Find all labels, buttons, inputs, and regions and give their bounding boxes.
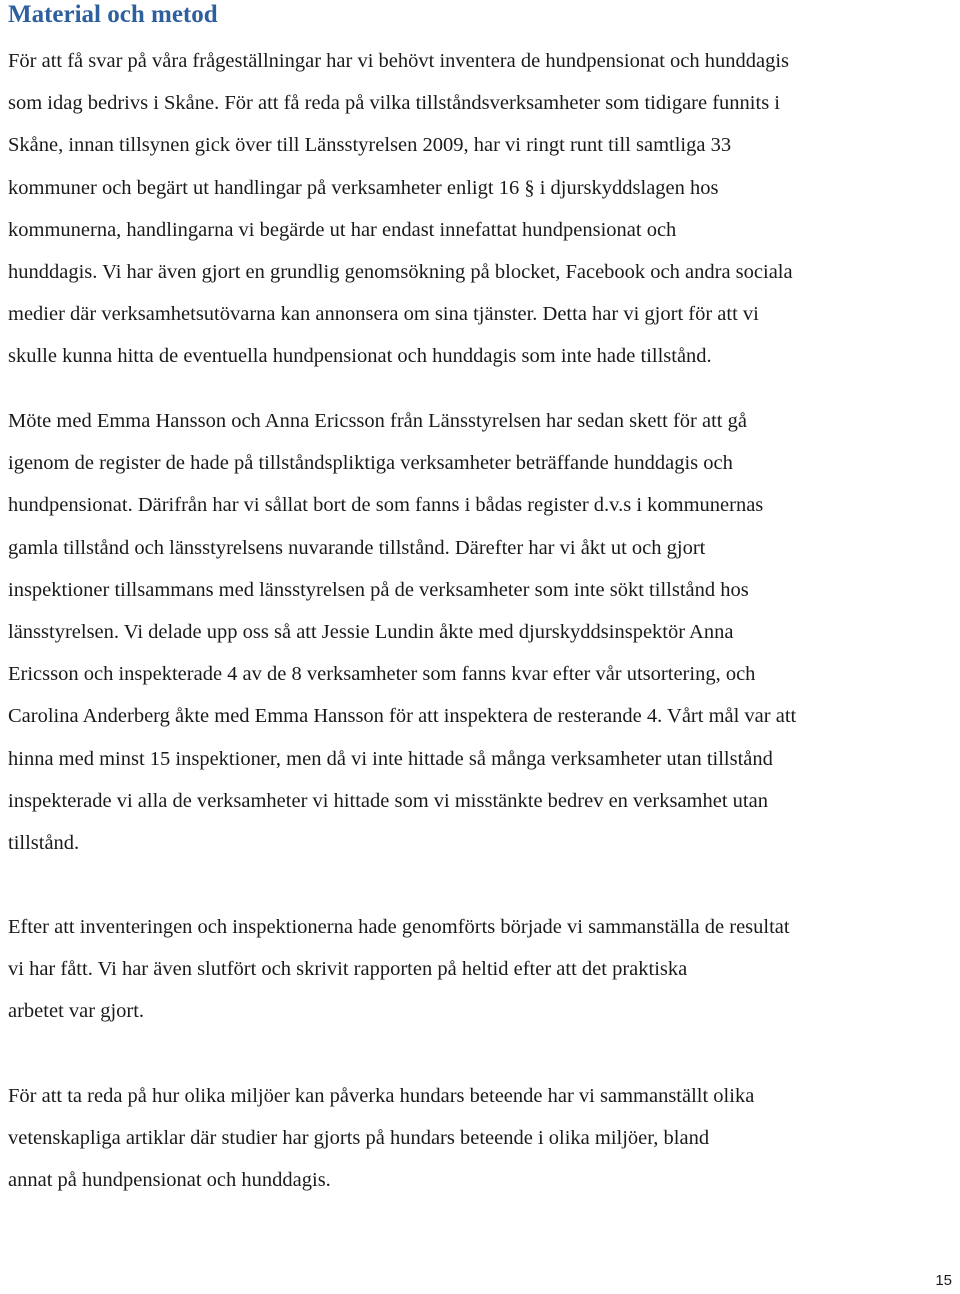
paragraph-literature-review: För att ta reda på hur olika miljöer kan påverka hundars beteende har vi sammanställt olika vetenskapliga artiklar där studier har gjorts på hundars beteende i olika miljöer, bland annat på hundpensionat och hunddagis.	[8, 1085, 755, 1192]
paragraph-meeting-and-inspections: Möte med Emma Hansson och Anna Ericsson från Länsstyrelsen har sedan skett för att gå igenom de register de hade på tillståndspliktiga verksamheter beträffande hunddagis och hundpensionat. Därifrån har vi sållat bort de som fanns i bådas register d.v.s i kommunernas gamla tillstånd och länsstyrelsens nuvarande tillstånd. Därefter har vi åkt ut och gjort inspektioner tillsammans med länsstyrelsen på de verksamheter som inte sökt tillstånd hos länsstyrelsen. Vi delade upp oss så att Jessie Lundin åkte med djurskyddsinspektör Anna Ericsson och inspekterade 4 av de 8 verksamheter som fanns kvar efter vår utsortering, och Carolina Anderberg åkte med Emma Hansson för att inspektera de resterande 4. Vårt mål var att hinna med minst 15 inspektioner, men då vi inte hittade så många verksamheter utan tillstånd inspekterade vi alla de verksamheter vi hittade som vi misstänkte bedrev en verksamhet utan tillstånd.	[8, 410, 797, 855]
paragraph-compilation: Efter att inventeringen och inspektionerna hade genomförts började vi sammanställa de resultat vi har fått. Vi har även slutfört och skrivit rapporten på heltid efter att det praktiska arbetet var gjort.	[8, 916, 790, 1023]
section-heading: Material och metod	[8, 1, 218, 28]
paragraph-inventory-method: För att få svar på våra frågeställningar har vi behövt inventera de hundpensionat och hunddagis som idag bedrivs i Skåne. För att få reda på vilka tillståndsverksamheter som tidigare funnits i Skåne, innan tillsynen gick över till Länsstyrelsen 2009, har vi ringt runt till samtliga 33 kommuner och begärt ut handlingar på verksamheter enligt 16 § i djurskyddslagen hos kommunerna, handlingarna vi begärde ut har endast innefattat hundpensionat och hunddagis. Vi har även gjort en grundlig genomsökning på blocket, Facebook och andra sociala medier där verksamhetsutövarna kan annonsera om sina tjänster. Detta har vi gjort för att vi skulle kunna hitta de eventuella hundpensionat och hunddagis som inte hade tillstånd.	[8, 50, 793, 368]
page-number: 15	[935, 1272, 952, 1289]
